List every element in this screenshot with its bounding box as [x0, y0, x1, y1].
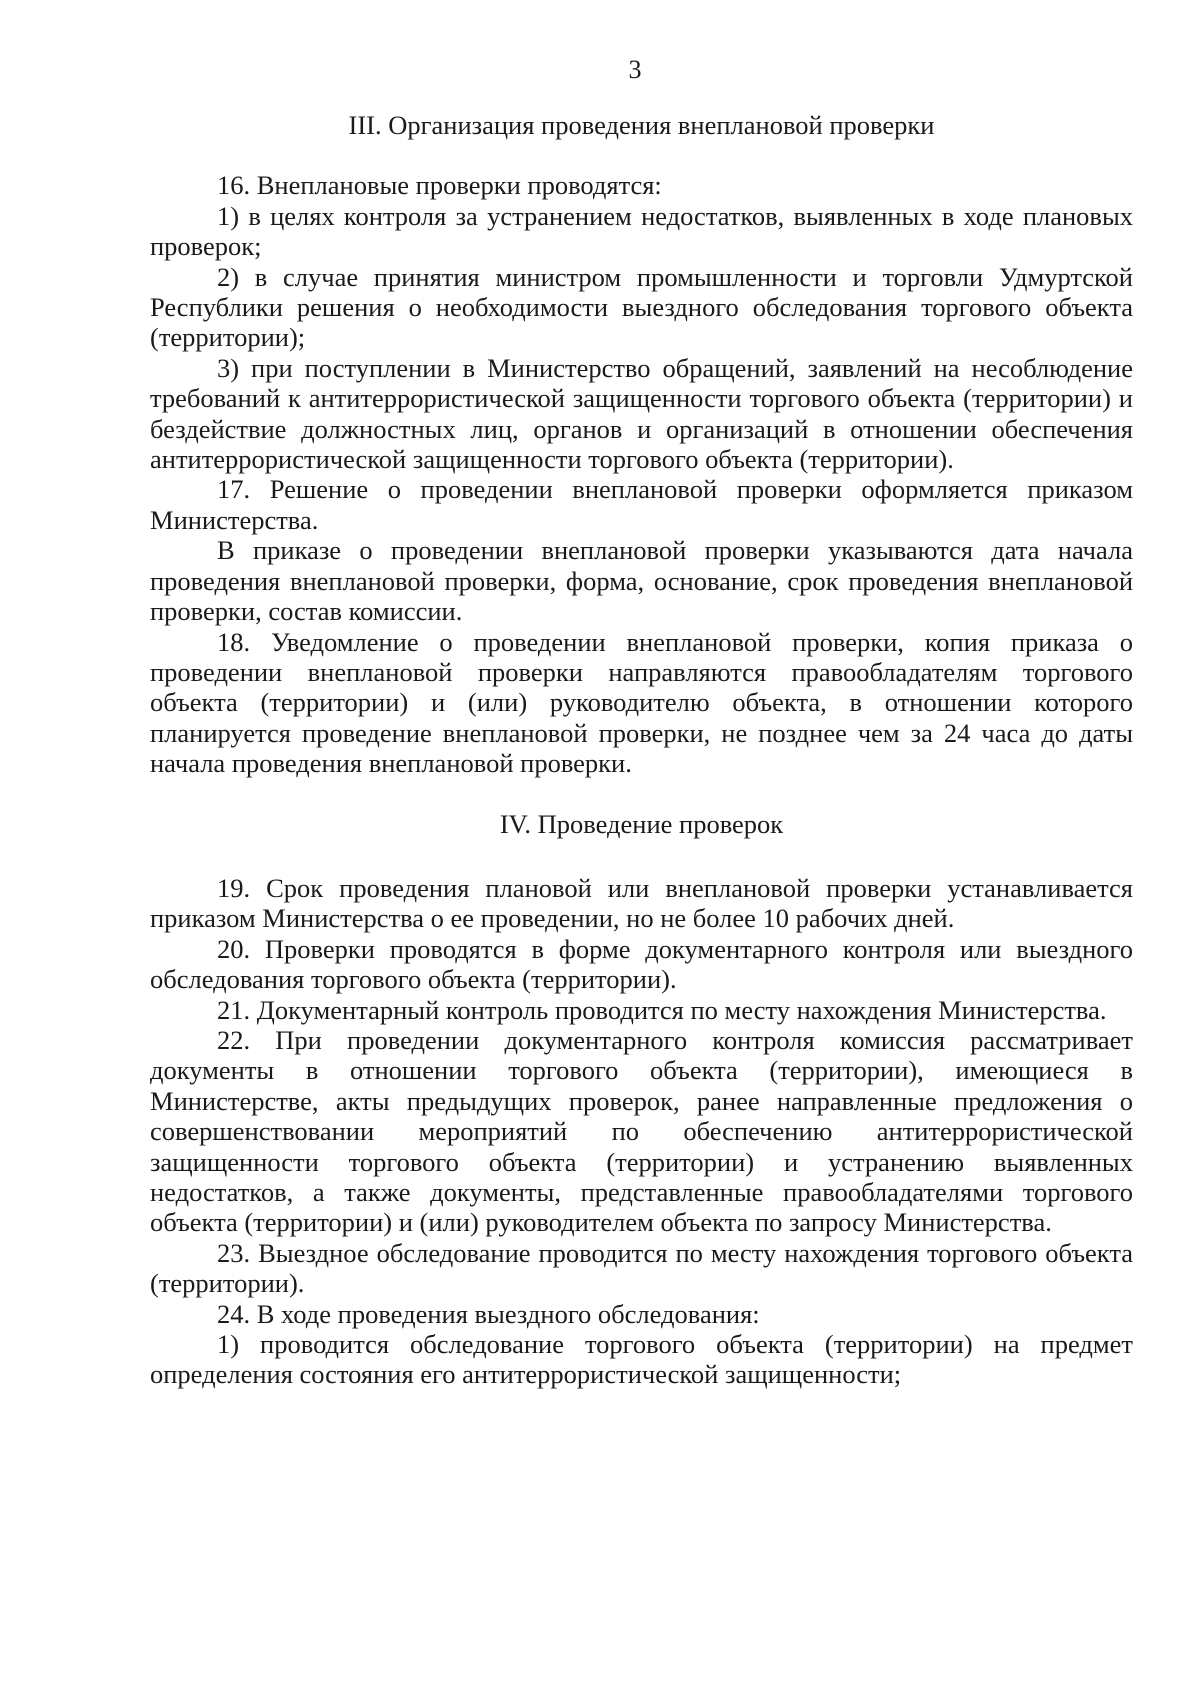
- paragraph-16: 16. Внеплановые проверки проводятся:: [217, 170, 662, 201]
- paragraph-19: 19. Срок проведения плановой или внеплановой проверки устанавливается приказом Министерства о ее проведении, но не более 10 рабочих дней.: [150, 872, 1133, 934]
- paragraph-20: 20. Проверки проводятся в форме документарного контроля или выездного обследования торгового объекта (территории).: [150, 933, 1133, 995]
- section-4-text: [150, 873, 1133, 1390]
- paragraph-24-item-1: 1) проводится обследование торгового объекта (территории) на предмет определения состояния его антитеррористической защищенности;: [150, 1329, 1133, 1390]
- section-3-heading: III. Организация проведения внеплановой проверки: [348, 110, 935, 140]
- document-body: [150, 110, 1133, 1390]
- page-number: 3: [628, 55, 642, 84]
- paragraph-21: 21. Документарный контроль проводится по месту нахождения Министерства.: [217, 994, 1107, 1025]
- paragraph-17: 17. Решение о проведении внеплановой проверки оформляется приказом Министерства.: [150, 474, 1133, 535]
- section-3-text: [150, 170, 1133, 778]
- paragraph-24: 24. В ходе проведения выездного обследования:: [217, 1298, 760, 1329]
- paragraph-17-order-content: В приказе о проведении внеплановой проверки указываются дата начала проведения внеплановой проверки, форма, основание, срок проведения внеплановой проверки, состав комиссии.: [150, 535, 1133, 627]
- paragraph-23: 23. Выездное обследование проводится по месту нахождения торгового объекта (территории).: [150, 1237, 1133, 1299]
- paragraph-18: 18. Уведомление о проведении внеплановой проверки, копия приказа о проведении внеплановой проверки направляются правообладателям торгового объекта (территории) и (или) руководителю объекта, в отношении которого планируется проведение внеплановой проверки, не позднее чем за 24 часа до даты начала проведения внеплановой проверки.: [150, 626, 1133, 779]
- section-4-heading: IV. Проведение проверок: [499, 808, 784, 839]
- paragraph-22: 22. При проведении документарного контроля комиссия рассматривает документы в отношении торгового объекта (территории), имеющиеся в Министерстве, акты предыдущих проверок, ранее направленные предложения о совершенствовании мероприятий по обеспечению антитеррористической защищенности торгового объекта (территории) и устранению выявленных недостатков, а также документы, представленные правообладателями торгового объекта (территории) и (или) руководителем объекта по запросу Министерства.: [150, 1024, 1133, 1238]
- paragraph-16-item-3: 3) при поступлении в Министерство обращений, заявлений на несоблюдение требований к антитеррористической защищенности торгового объекта (территории) и бездействие должностных лиц, органов и организаций в отношении обеспечения антитеррористической защищенности торгового объекта (территории).: [150, 352, 1133, 475]
- paragraph-16-item-2: 2) в случае принятия министром промышленности и торговли Удмуртской Республики решения о необходимости выездного обследования торгового объекта (территории);: [150, 261, 1133, 353]
- paragraph-16-item-1: 1) в целях контроля за устранением недостатков, выявленных в ходе плановых проверок;: [150, 200, 1133, 262]
